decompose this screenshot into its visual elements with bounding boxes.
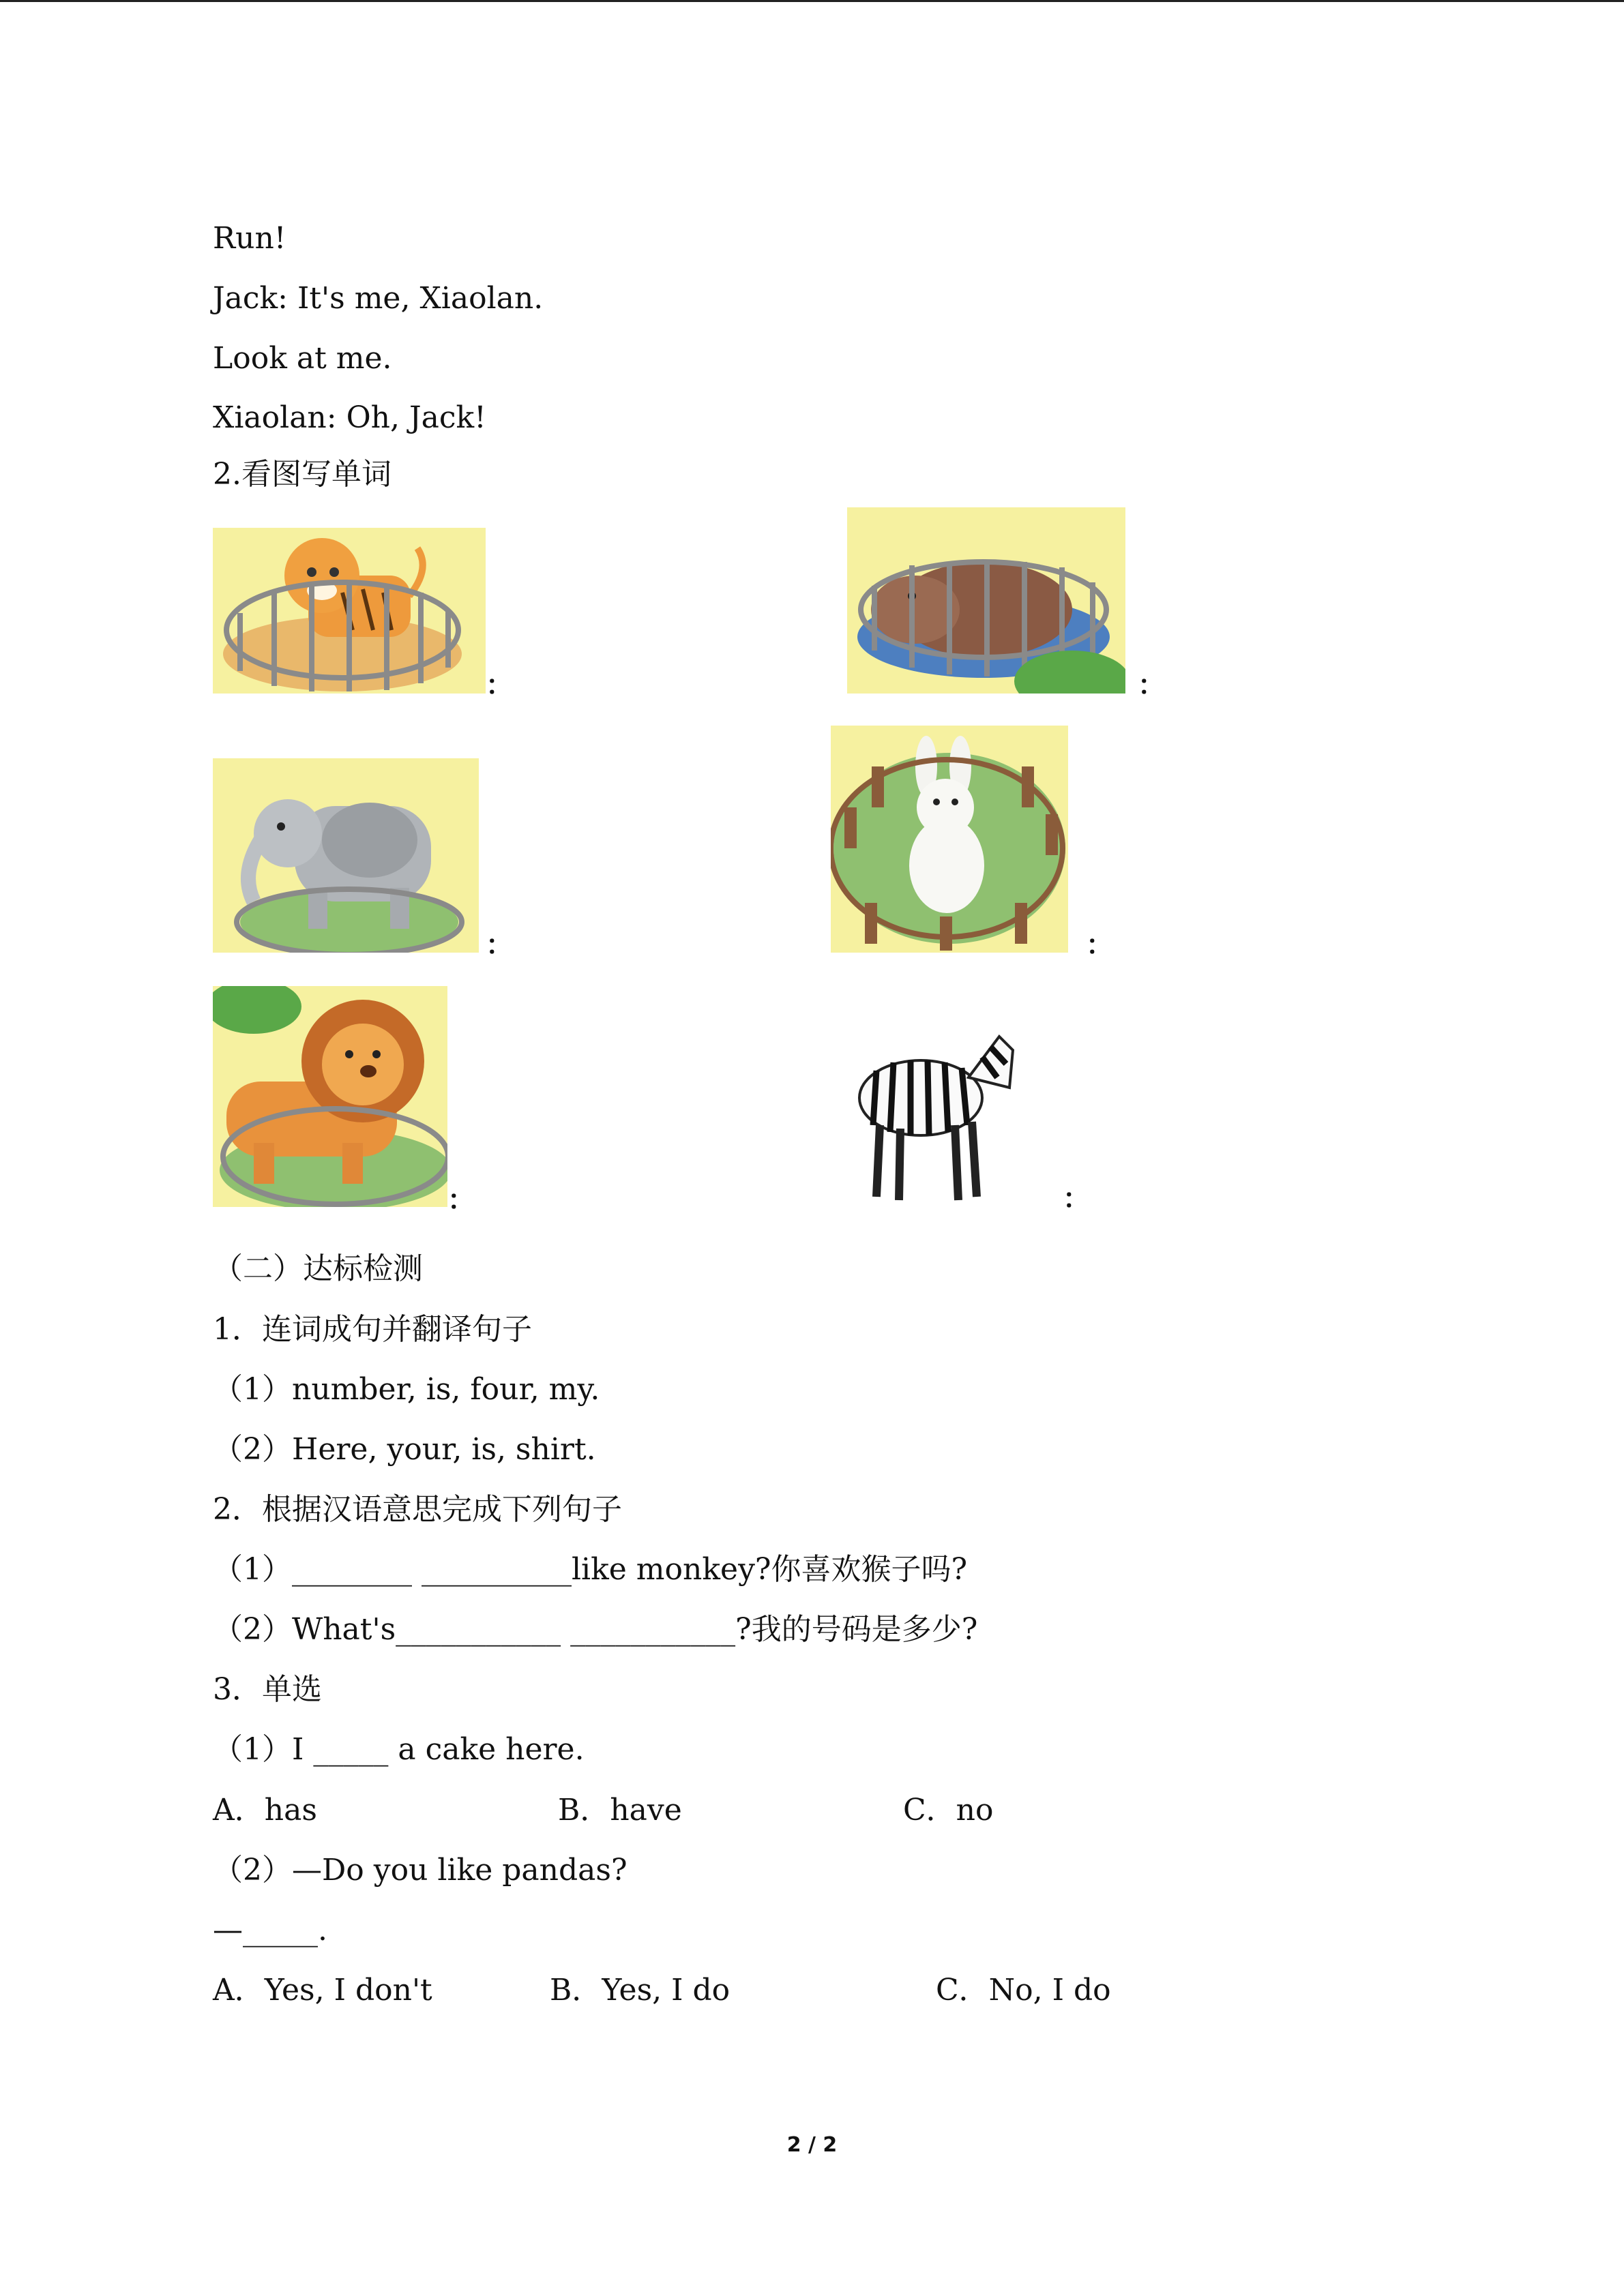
dialogue-line-look: Look at me. — [213, 341, 392, 376]
rabbit-picture — [831, 726, 1068, 953]
top-rule — [0, 0, 1624, 2]
question-2-item-1: （1）________ __________like monkey?你喜欢猴子吗? — [213, 1552, 968, 1587]
question-2-title: 2．根据汉语意思完成下列句子 — [213, 1492, 622, 1527]
question-2-item-2: （2）What's___________ ___________?我的号码是多少? — [213, 1612, 978, 1647]
answer-colon: ： — [1063, 1182, 1090, 1214]
question-1-title: 1．连词成句并翻译句子 — [213, 1312, 532, 1347]
answer-colon: ： — [486, 929, 513, 961]
question-3-item-1: （1）I _____ a cake here. — [213, 1732, 585, 1767]
page-number: 2 / 2 — [786, 2133, 838, 2157]
option-b: B．Yes, I do — [550, 1973, 730, 2008]
zebra-picture — [846, 1023, 1027, 1207]
dialogue-line-jack: Jack: It's me, Xiaolan. — [213, 281, 544, 316]
answer-colon: ： — [486, 669, 513, 701]
question-3-title: 3．单选 — [213, 1672, 322, 1707]
lion-picture — [213, 986, 447, 1207]
hippo-picture — [847, 507, 1125, 694]
answer-colon: ： — [447, 1184, 475, 1216]
dialogue-line-run: Run! — [213, 221, 286, 256]
option-c: C．No, I do — [936, 1973, 1111, 2008]
question-3-item-2: （2）—Do you like pandas? — [213, 1853, 628, 1888]
option-a: A．Yes, I don't — [213, 1973, 432, 2008]
option-b: B．have — [558, 1793, 682, 1828]
question-1-item-2: （2）Here, your, is, shirt. — [213, 1432, 596, 1467]
section-title-compliance-test: （二）达标检测 — [213, 1251, 423, 1286]
elephant-picture — [213, 758, 479, 953]
tiger-picture — [213, 528, 486, 694]
question-3-item-2-answer: —_____. — [213, 1913, 327, 1948]
question-1-item-1: （1）number, is, four, my. — [213, 1372, 600, 1407]
answer-colon: ： — [1086, 929, 1113, 961]
option-c: C．no — [903, 1793, 994, 1828]
option-a: A．has — [213, 1793, 317, 1828]
section-heading-write-words: 2.看图写单词 — [213, 457, 392, 492]
answer-colon: ： — [1138, 669, 1165, 701]
dialogue-line-xiaolan: Xiaolan: Oh, Jack! — [213, 400, 486, 435]
